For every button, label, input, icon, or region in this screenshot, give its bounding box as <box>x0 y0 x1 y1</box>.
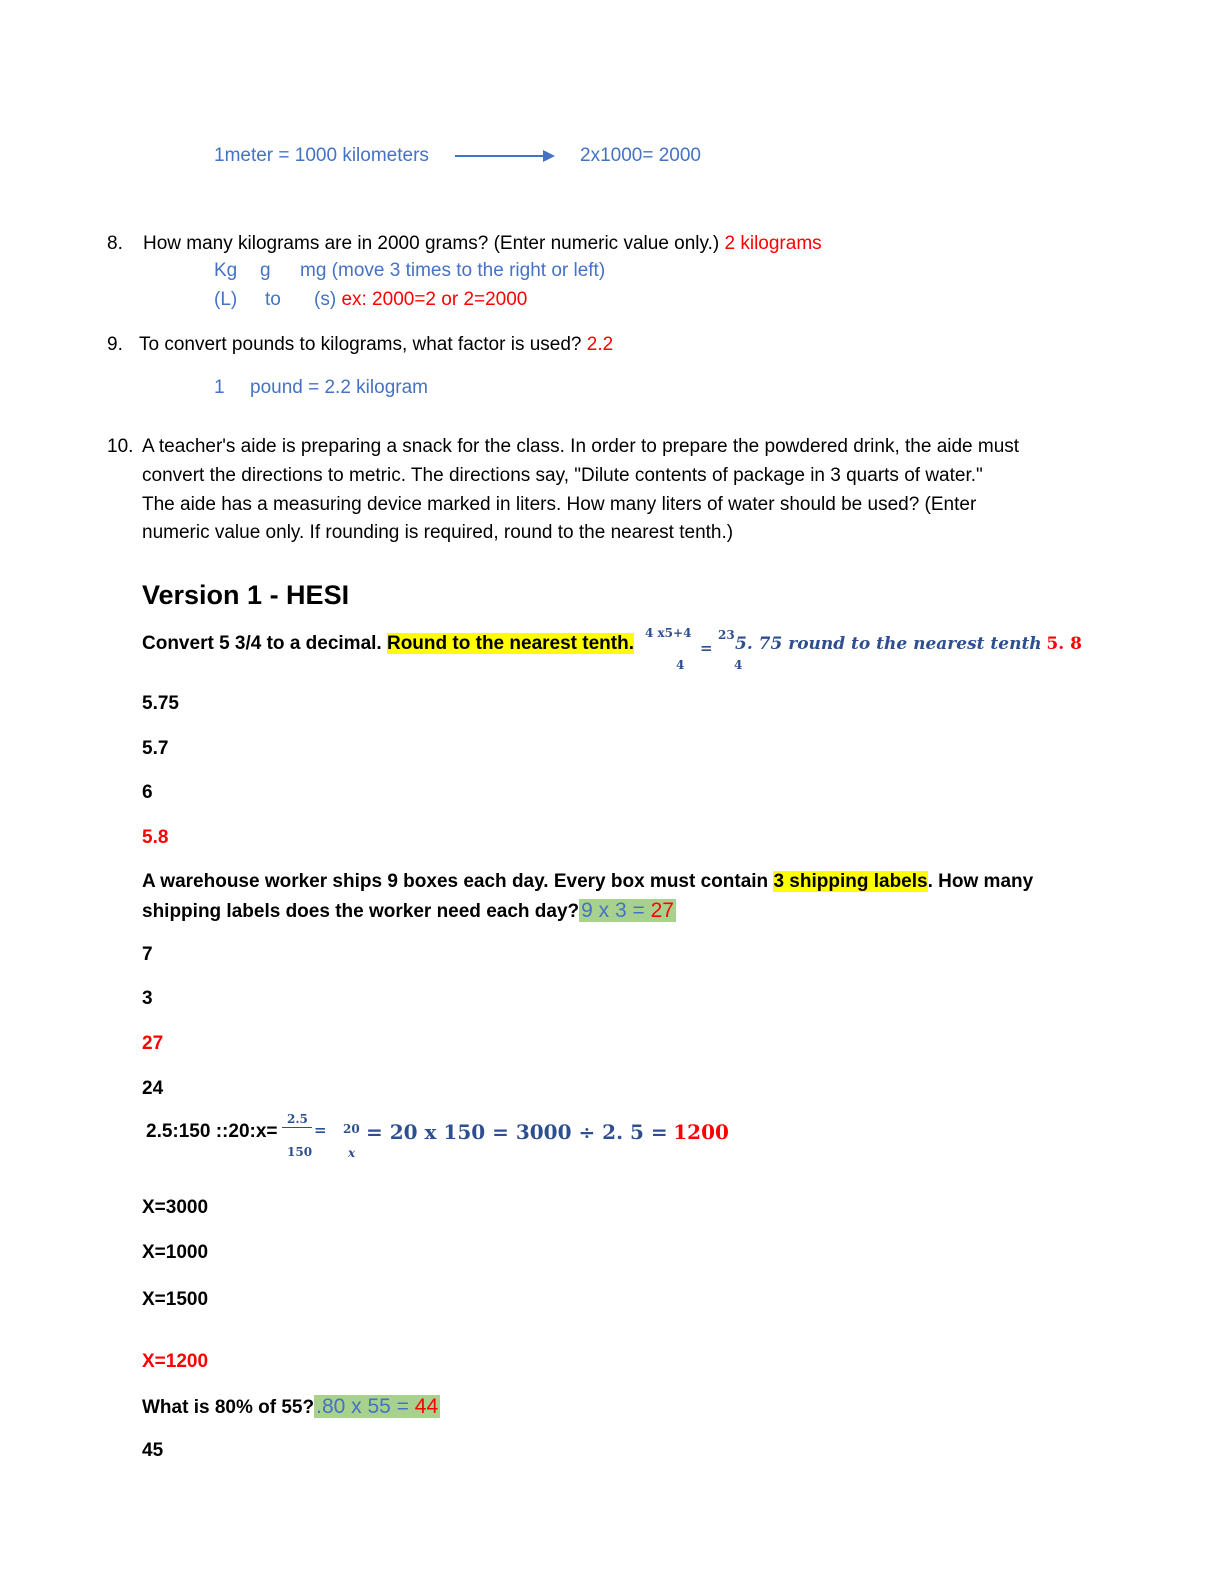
q10-line3: The aide has a measuring device marked in liters. How many liters of water should be used? (Enter <box>142 494 977 515</box>
v1q3-option-3: X=1500 <box>142 1289 209 1310</box>
q9-number: 9. <box>107 334 123 355</box>
q8-units-mg: mg (move 3 times to the right or left) <box>300 260 606 281</box>
v1q4-work-b: 44 <box>414 1395 439 1418</box>
q10-number: 10. <box>107 436 134 457</box>
arrow-right-icon <box>543 150 555 162</box>
version-heading: Version 1 - HESI <box>142 580 350 610</box>
v1q2-line2-text: shipping labels does the worker need each day? <box>142 901 580 922</box>
v1q1-result-text: 5. 75 round to the nearest tenth <box>735 634 1042 654</box>
q8-large: (L) <box>214 289 238 310</box>
v1q1-prompt <box>142 633 634 655</box>
v1q3-work-text: = 20 x 150 = 3000 ÷ 2. 5 = <box>366 1120 668 1144</box>
q9-question-text: To convert pounds to kilograms, what factor is used? <box>139 334 582 355</box>
v1q2-option-2: 3 <box>142 988 153 1009</box>
conversion-left: 1meter = 1000 kilometers <box>214 145 429 166</box>
q8-small-ex <box>314 289 527 311</box>
v1q2-option-4: 24 <box>142 1078 164 1099</box>
q9-note: pound = 2.2 kilogram <box>250 377 428 398</box>
v1q3-correct: X=1200 <box>142 1351 209 1372</box>
v1q3-option-2: X=1000 <box>142 1242 209 1263</box>
v1q2-highlight: 3 shipping labels <box>773 871 928 892</box>
q9-answer: 2.2 <box>586 334 614 355</box>
v1q4-line <box>142 1395 440 1419</box>
arrow-line <box>455 155 545 157</box>
q8-answer: 2 kilograms <box>724 233 822 254</box>
q8-example: ex: 2000=2 or 2=2000 <box>341 289 528 310</box>
v1q2-line1-b: . How many <box>927 871 1034 892</box>
q8-small: (s) <box>314 289 337 310</box>
v1q2-line2 <box>142 899 676 923</box>
v1q3-eq1: = <box>314 1121 327 1139</box>
v1q1-prompt-text: Convert 5 3/4 to a decimal. <box>142 633 382 654</box>
v1q2-work-b: 27 <box>650 899 674 922</box>
v1q4-work <box>314 1395 440 1418</box>
q10-line1: A teacher's aide is preparing a snack for the class. In order to prepare the powdered drink, the aide must <box>142 436 1020 457</box>
v1q1-highlight: Round to the nearest tenth. <box>386 633 634 654</box>
q8-question <box>143 233 822 255</box>
v1q3-work <box>366 1120 729 1145</box>
v1q2-option-1: 7 <box>142 944 153 965</box>
conversion-right: 2x1000= 2000 <box>580 145 701 166</box>
v1q3-answer: 1200 <box>673 1120 729 1144</box>
v1q3-frac1-bar <box>282 1127 312 1128</box>
v1q2-work-a: 9 x 3 = <box>581 899 645 922</box>
v1q3-frac1-num: 2.5 <box>287 1112 308 1126</box>
v1q1-option-2: 5.7 <box>142 738 169 759</box>
v1q3-option-1: X=3000 <box>142 1197 209 1218</box>
v1q3-frac2-den: x <box>348 1146 356 1160</box>
v1q2-line1-a: A warehouse worker ships 9 boxes each day. Every box must contain <box>142 871 769 892</box>
v1q2-work <box>579 899 676 922</box>
q10-line2: convert the directions to metric. The directions say, "Dilute contents of package in 3 quarts of water." <box>142 465 983 486</box>
v1q4-prompt: What is 80% of 55? <box>142 1397 315 1418</box>
v1q3-frac1-den: 150 <box>287 1145 313 1159</box>
q8-units-g: g <box>260 260 271 281</box>
v1q1-frac1-num: 4 x5+4 <box>645 626 692 640</box>
v1q1-option-3: 6 <box>142 782 153 803</box>
v1q4-work-a: .80 x 55 = <box>316 1395 409 1418</box>
v1q2-line1 <box>142 871 1033 893</box>
q8-question-text: How many kilograms are in 2000 grams? (Enter numeric value only.) <box>143 233 720 254</box>
v1q1-frac2-num: 23 <box>718 628 735 642</box>
q8-units-kg: Kg <box>214 260 238 281</box>
v1q1-result-answer: 5. 8 <box>1046 634 1082 654</box>
v1q1-eq: = <box>700 639 713 657</box>
v1q1-correct: 5.8 <box>142 827 169 848</box>
v1q1-frac1-den: 4 <box>676 658 685 672</box>
v1q4-option-1: 45 <box>142 1440 164 1461</box>
v1q1-frac2-den: 4 <box>734 658 743 672</box>
q10-line4: numeric value only. If rounding is required, round to the nearest tenth.) <box>142 522 734 543</box>
q8-number: 8. <box>107 233 123 254</box>
v1q3-frac2-num: 20 <box>343 1122 360 1136</box>
v1q3-prompt: 2.5:150 ::20:x= <box>146 1121 278 1142</box>
q8-to: to <box>265 289 281 310</box>
v1q2-correct: 27 <box>142 1033 164 1054</box>
q9-question <box>139 334 613 356</box>
q9-note-one: 1 <box>214 377 225 398</box>
v1q1-option-1: 5.75 <box>142 693 179 714</box>
v1q1-result <box>735 634 1082 654</box>
